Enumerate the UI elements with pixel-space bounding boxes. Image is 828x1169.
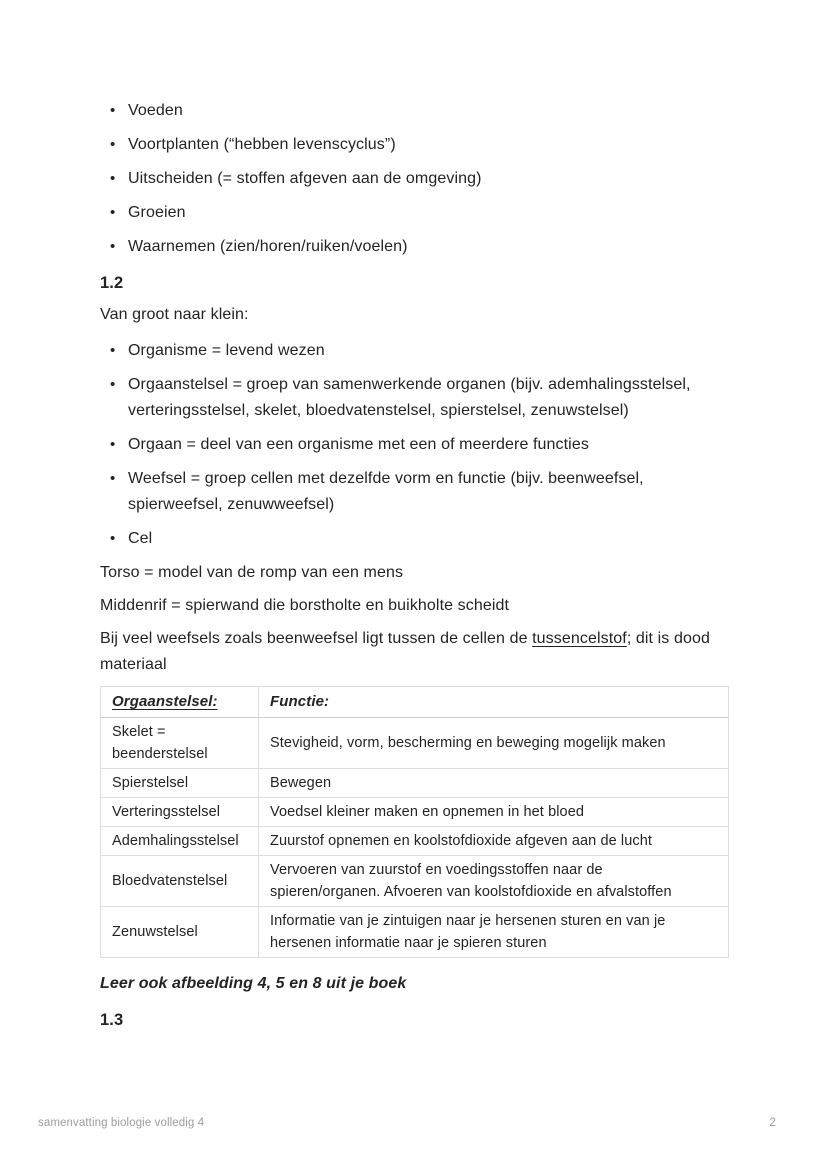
table-cell: Verteringsstelsel xyxy=(101,798,259,827)
table-cell: Bloedvatenstelsel xyxy=(101,856,259,907)
organ-systems-table xyxy=(100,686,729,958)
intro-paragraph: Van groot naar klein: xyxy=(100,306,249,323)
table-cell: Zenuwstelsel xyxy=(101,907,259,958)
table-cell: Skelet = beenderstelsel xyxy=(101,718,259,769)
list-item: • Groeien xyxy=(100,200,729,226)
torso-paragraph: Torso = model van de romp van een mens xyxy=(100,564,404,581)
table-row xyxy=(101,827,729,856)
underlined-term: tussencelstof xyxy=(532,630,627,647)
list-item: • Waarnemen (zien/horen/ruiken/voelen) xyxy=(100,234,729,260)
document-content xyxy=(100,98,729,1039)
list-item: • Weefsel = groep cellen met dezelfde vorm en functie (bijv. beenweefsel, spierweefsel, zenuwweefsel) xyxy=(100,466,729,518)
paragraph-text: Bij veel weefsels zoals beenweefsel ligt tussen de cellen de xyxy=(100,630,533,647)
list-item: • Uitscheiden (= stoffen afgeven aan de omgeving) xyxy=(100,166,729,192)
column-header-label: Orgaanstelsel: xyxy=(112,693,218,710)
footer-document-title: samenvatting biologie volledig 4 xyxy=(38,1117,205,1129)
table-row xyxy=(101,907,729,958)
table-cell: Ademhalingsstelsel xyxy=(101,827,259,856)
tussencelstof-paragraph xyxy=(100,626,729,678)
table-cell: Voedsel kleiner maken en opnemen in het bloed xyxy=(259,798,729,827)
life-characteristics-list xyxy=(100,98,729,260)
list-item: • Voortplanten (“hebben levenscyclus”) xyxy=(100,132,729,158)
paragraph-text: ; dit is dood materiaal xyxy=(100,630,710,673)
list-item: • Voeden xyxy=(100,98,729,124)
table-row xyxy=(101,769,729,798)
table-cell: Informatie van je zintuigen naar je hersenen sturen en van je hersenen informatie naar je spieren sturen xyxy=(259,907,729,958)
list-item: • Orgaanstelsel = groep van samenwerkende organen (bijv. ademhalingsstelsel, verteringsstelsel, skelet, bloedvatenstelsel, spierstelsel, zenuwstelsel) xyxy=(100,372,729,424)
footer-page-number: 2 xyxy=(769,1117,776,1129)
table-row xyxy=(101,718,729,769)
list-item: • Cel xyxy=(100,526,729,552)
table-body xyxy=(101,718,729,958)
table-cell: Bewegen xyxy=(259,769,729,798)
page-footer xyxy=(38,1117,776,1129)
hierarchy-list xyxy=(100,338,729,552)
table-header xyxy=(101,687,729,718)
middenrif-paragraph: Middenrif = spierwand die borstholte en buikholte scheidt xyxy=(100,597,510,614)
section-heading-1-3: 1.3 xyxy=(100,1011,124,1029)
table-row xyxy=(101,856,729,907)
table-header-row xyxy=(101,687,729,718)
table-row xyxy=(101,798,729,827)
column-header-orgaanstelsel xyxy=(101,687,259,718)
note-paragraph: Leer ook afbeelding 4, 5 en 8 uit je boek xyxy=(100,975,407,992)
table-cell: Stevigheid, vorm, bescherming en beweging mogelijk maken xyxy=(259,718,729,769)
table-cell: Zuurstof opnemen en koolstofdioxide afgeven aan de lucht xyxy=(259,827,729,856)
table-cell: Vervoeren van zuurstof en voedingsstoffen naar de spieren/organen. Afvoeren van koolstofdioxide en afvalstoffen xyxy=(259,856,729,907)
list-item: • Orgaan = deel van een organisme met een of meerdere functies xyxy=(100,432,729,458)
list-item: • Organisme = levend wezen xyxy=(100,338,729,364)
table-cell: Spierstelsel xyxy=(101,769,259,798)
column-header-functie: Functie: xyxy=(259,687,729,718)
section-heading-1-2: 1.2 xyxy=(100,274,124,292)
